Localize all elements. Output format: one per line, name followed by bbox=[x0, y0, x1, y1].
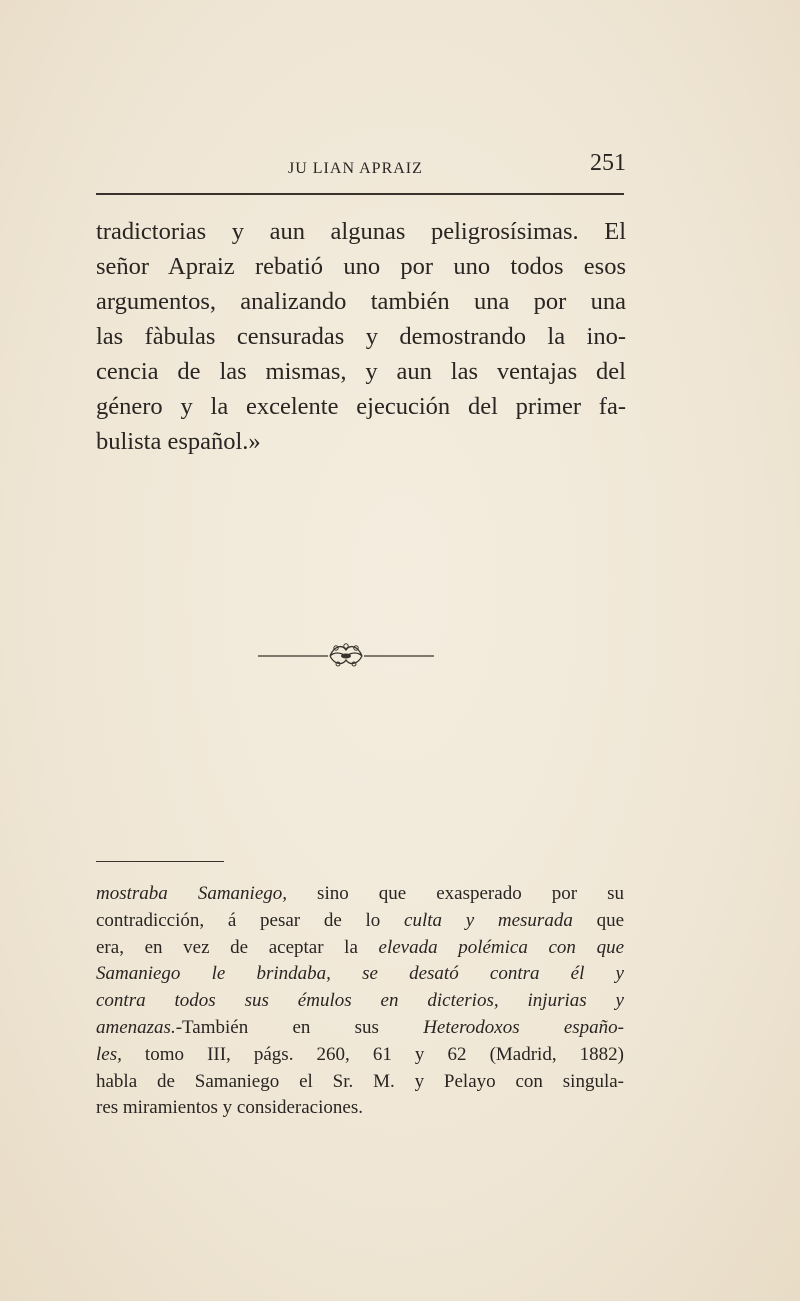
italic-text: elevada polémica con que bbox=[378, 936, 624, 958]
body-paragraph bbox=[96, 214, 626, 459]
footnote-text: sino que exasperado por su bbox=[287, 883, 624, 904]
footnote-line bbox=[96, 1042, 624, 1069]
footnote-text: que bbox=[572, 909, 625, 931]
body-line: bulista español.» bbox=[96, 428, 261, 455]
body-line: las fàbulas censuradas y demostrando la ino- bbox=[96, 323, 626, 350]
footnote-text: contradicción, á pesar de lo bbox=[96, 909, 405, 931]
page-header bbox=[96, 150, 626, 184]
footnote-line: res miramientos y consideraciones. bbox=[96, 1097, 363, 1119]
footnote-line: Samaniego le brindaba, se desató contra él y bbox=[96, 963, 624, 985]
italic-text: mostraba Samaniego, bbox=[96, 883, 288, 904]
fleuron-ornament-icon bbox=[250, 638, 440, 668]
body-line: cencia de las mismas, y aun las ventajas del bbox=[96, 358, 626, 385]
italic-text: les, bbox=[96, 1043, 122, 1065]
body-line: señor Apraiz rebatió uno por uno todos esos bbox=[96, 253, 626, 280]
page-number: 251 bbox=[590, 150, 626, 176]
footnote-rule bbox=[96, 861, 224, 862]
italic-text: Heterodoxos españo- bbox=[423, 1016, 624, 1038]
footnote-text: tomo III, págs. 260, 61 y 62 (Madrid, 1882) bbox=[121, 1043, 624, 1065]
body-line: género y la excelente ejecución del primer fa- bbox=[96, 393, 626, 420]
footnote-line bbox=[96, 935, 624, 962]
body-line: tradictorias y aun algunas peligrosísimas. El bbox=[96, 218, 626, 245]
italic-text: culta y mesurada bbox=[404, 909, 573, 931]
footnote-line: habla de Samaniego el Sr. M. y Pelayo con singula- bbox=[96, 1070, 624, 1092]
footnote-line bbox=[96, 881, 624, 908]
footnote bbox=[96, 881, 624, 1122]
footnote-line bbox=[96, 908, 624, 935]
header-rule bbox=[96, 193, 624, 195]
footnote-line bbox=[96, 1015, 624, 1042]
running-head: JU LIAN APRAIZ bbox=[288, 160, 423, 177]
footnote-line: contra todos sus émulos en dicterios, injurias y bbox=[96, 990, 624, 1012]
body-line: argumentos, analizando también una por una bbox=[96, 288, 626, 315]
footnote-text: era, en vez de aceptar la bbox=[96, 936, 379, 958]
italic-text: amenazas. bbox=[96, 1016, 176, 1038]
footnote-text: -También en sus bbox=[175, 1016, 424, 1038]
